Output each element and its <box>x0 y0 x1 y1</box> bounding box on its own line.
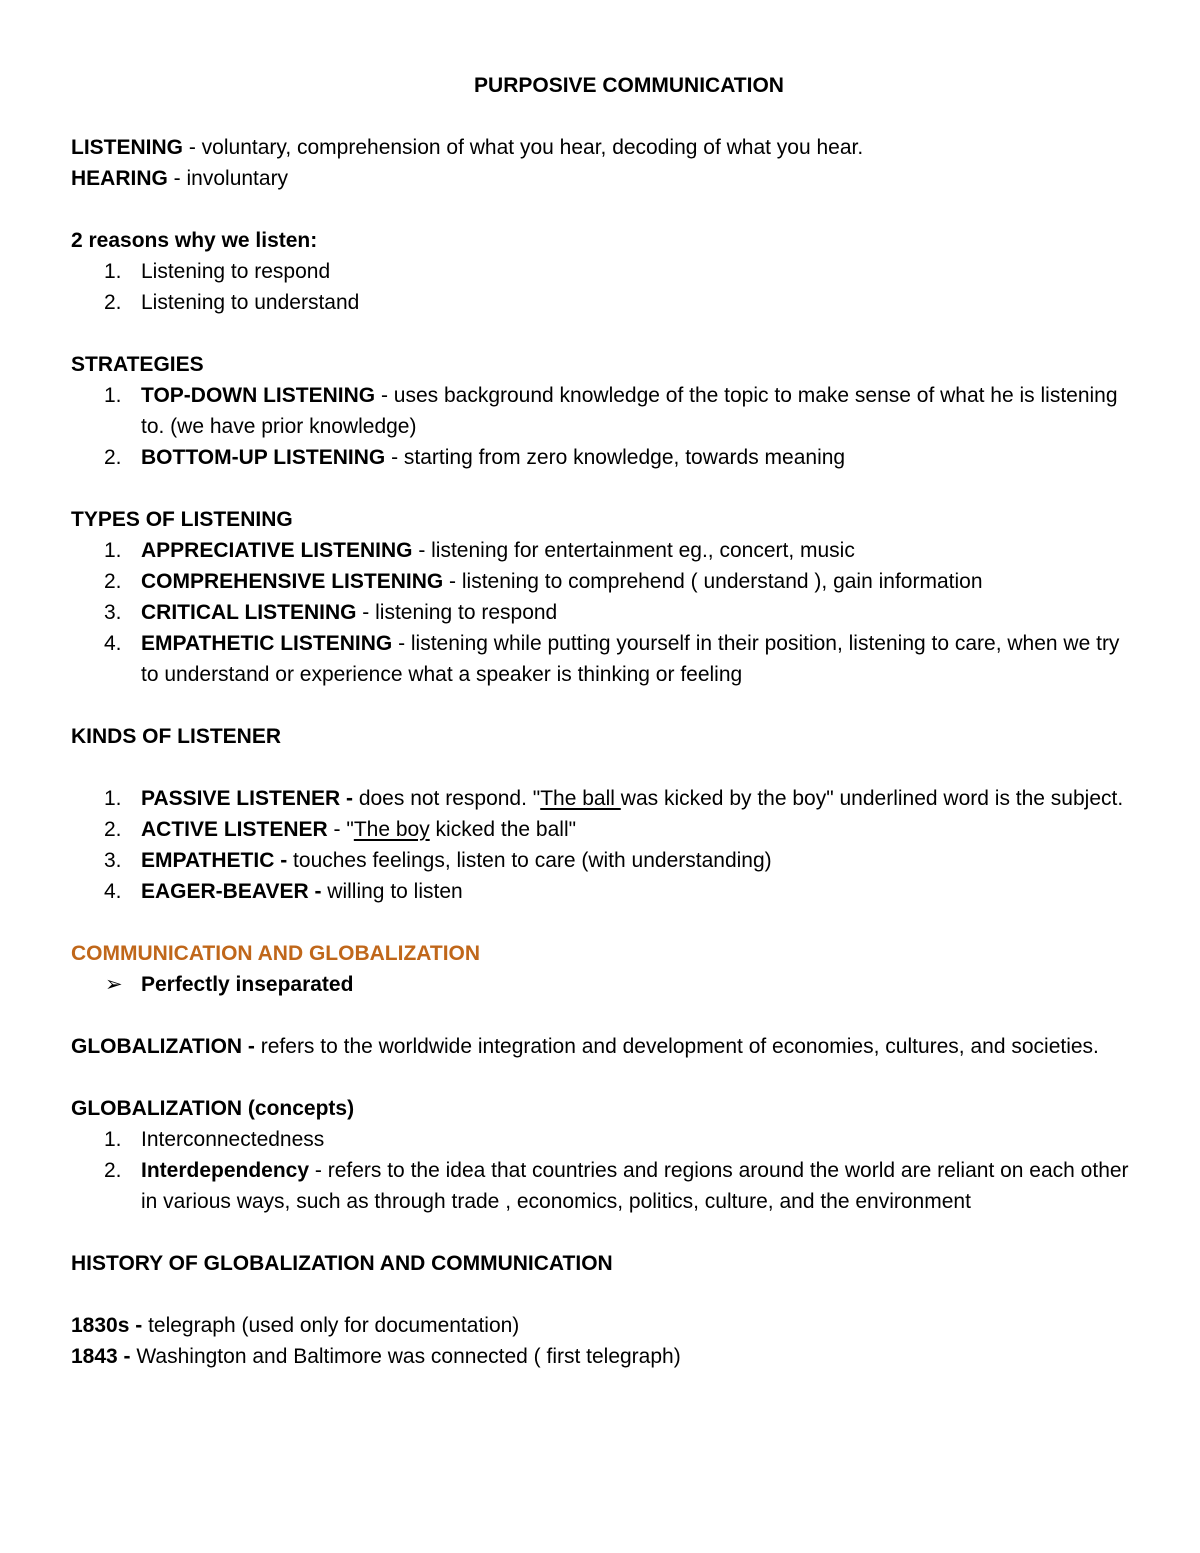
list-item: 2. Listening to understand <box>104 291 360 314</box>
spacer <box>71 1062 1141 1093</box>
arrow-bullet-item: ➢ Perfectly inseparated <box>71 969 1141 1000</box>
list-item: 3. EMPATHETIC - touches feelings, listen to care (with understanding) <box>104 849 772 872</box>
spacer <box>71 194 1141 225</box>
list-item: 1. Listening to respond <box>104 260 331 283</box>
spacer <box>71 752 1141 783</box>
listening-def: - voluntary, comprehension of what you hear, decoding of what you hear. <box>183 136 864 159</box>
arrow-bullet-icon: ➢ <box>105 973 123 996</box>
spacer <box>71 1217 1141 1248</box>
strategies-heading: STRATEGIES <box>71 353 204 376</box>
spacer <box>71 907 1141 938</box>
listening-term: LISTENING <box>71 136 184 159</box>
hearing-definition <box>71 163 1141 194</box>
types-list <box>71 535 1141 690</box>
hearing-term: HEARING <box>71 167 168 190</box>
concepts-heading: GLOBALIZATION (concepts) <box>71 1097 355 1120</box>
kinds-list <box>71 783 1141 907</box>
document-page <box>71 70 1141 1372</box>
list-item: 1. PASSIVE LISTENER - does not respond. "The ball was kicked by the boy" underlined word is the subject. <box>104 787 1124 810</box>
reasons-list <box>71 256 1141 318</box>
list-item: 2. BOTTOM-UP LISTENING - starting from zero knowledge, towards meaning <box>104 446 846 469</box>
list-item: 1. Interconnectedness <box>104 1128 325 1151</box>
list-item: 2. ACTIVE LISTENER - "The boy kicked the ball" <box>104 818 577 841</box>
listening-definition <box>71 132 1141 163</box>
spacer <box>71 473 1141 504</box>
kinds-heading: KINDS OF LISTENER <box>71 725 282 748</box>
list-item: 2. COMPREHENSIVE LISTENING - listening to comprehend ( understand ), gain information <box>104 570 983 593</box>
list-item: 3. CRITICAL LISTENING - listening to respond <box>104 601 558 624</box>
list-item: 1. TOP-DOWN LISTENING - uses background knowledge of the topic to make sense of what he is listening to. (we have prior knowledge) <box>104 384 1118 438</box>
underlined-subject: The ball <box>540 787 621 810</box>
spacer <box>71 1279 1141 1310</box>
comm-glob-heading: COMMUNICATION AND GLOBALIZATION <box>71 942 481 965</box>
strategies-list <box>71 380 1141 473</box>
concepts-list <box>71 1124 1141 1217</box>
history-entry: 1830s - telegraph (used only for documentation) <box>71 1314 520 1337</box>
spacer <box>71 690 1141 721</box>
history-heading: HISTORY OF GLOBALIZATION AND COMMUNICATION <box>71 1252 613 1275</box>
hearing-def: - involuntary <box>167 167 289 190</box>
underlined-subject: The boy <box>353 818 430 841</box>
list-item: 2. Interdependency - refers to the idea that countries and regions around the world are reliant on each other in various ways, such as through trade , economics, politics, culture, and the environment <box>104 1159 1129 1213</box>
spacer <box>71 101 1141 132</box>
spacer <box>71 1000 1141 1031</box>
history-entry: 1843 - Washington and Baltimore was connected ( first telegraph) <box>71 1345 681 1368</box>
document-title: PURPOSIVE COMMUNICATION <box>474 74 784 97</box>
types-heading: TYPES OF LISTENING <box>71 508 293 531</box>
list-item: 4. EAGER-BEAVER - willing to listen <box>104 880 463 903</box>
globalization-definition: GLOBALIZATION - refers to the worldwide integration and development of economies, cultures, and societies. <box>71 1035 1099 1058</box>
spacer <box>71 318 1141 349</box>
reasons-heading: 2 reasons why we listen: <box>71 229 318 252</box>
list-item: 1. APPRECIATIVE LISTENING - listening for entertainment eg., concert, music <box>104 539 855 562</box>
list-item: 4. EMPATHETIC LISTENING - listening while putting yourself in their position, listening to care, when we try to understand or experience what a speaker is thinking or feeling <box>104 632 1120 686</box>
